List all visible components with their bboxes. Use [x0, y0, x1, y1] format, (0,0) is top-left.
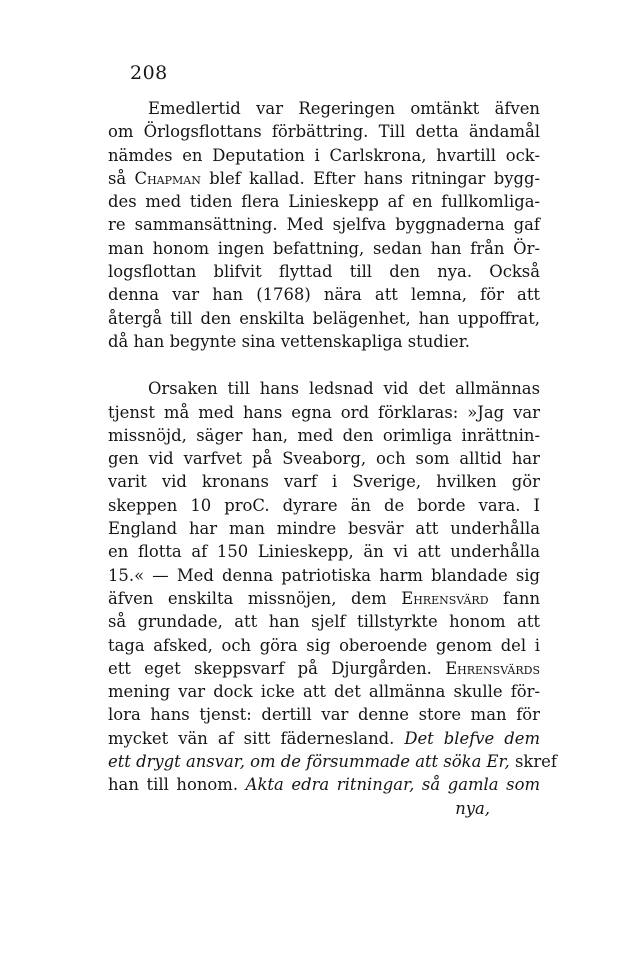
text-run: då han begynte sina vettenskapliga studier.	[108, 331, 470, 351]
text-line	[108, 680, 540, 703]
text-line	[108, 283, 540, 306]
text-line	[108, 167, 540, 190]
text-run: nämdes en Deputation i Carlskrona, hvartill ock-	[108, 145, 540, 165]
text-run: lora hans tjenst: dertill var denne store man för	[108, 705, 540, 725]
text-line	[108, 540, 540, 563]
text-run: denna var han (1768) nära att lemna, för att	[108, 285, 540, 305]
body-text	[108, 97, 557, 820]
text-run: skref	[509, 752, 557, 772]
text-run: taga afsked, och göra sig oberoende genom del i	[108, 635, 540, 655]
paragraph-gap	[108, 353, 540, 377]
text-run: han till honom.	[108, 775, 246, 795]
paragraph-2	[108, 377, 557, 820]
text-line	[108, 424, 540, 447]
text-line	[108, 120, 540, 143]
text-run: skeppen 10 proC. dyrare än de borde vara. I	[108, 495, 540, 515]
text-run: Emedlertid var Regeringen omtänkt äfven	[148, 99, 540, 118]
text-line	[108, 144, 540, 167]
text-run: mening var dock icke att det allmänna skulle för-	[108, 682, 540, 702]
italic-run	[404, 729, 540, 748]
small-caps-name: Chapman	[134, 168, 201, 188]
text-run: logsflottan blifvit flyttad till den nya. Också	[108, 262, 540, 282]
italic-quote: ett drygt ansvar, om de försummade att söka Er,	[108, 752, 510, 772]
text-run: Orsaken till hans ledsnad vid det allmännas	[148, 379, 540, 399]
text-line	[108, 377, 540, 400]
text-line	[108, 330, 540, 353]
small-caps-name: Ehrensvärd	[401, 588, 489, 608]
text-run: des med tiden flera Linieskepp af en fullkomliga-	[108, 192, 540, 212]
text-line	[108, 307, 540, 330]
text-run: om Örlogsflottans förbättring. Till detta ändamål	[108, 122, 540, 142]
text-line	[108, 564, 540, 587]
text-line	[108, 260, 540, 283]
italic-quote: Akta edra ritningar, så gamla som	[245, 775, 540, 795]
text-run: 15.« — Med denna patriotiska harm blandade sig	[108, 565, 540, 585]
text-run: tjenst må med hans egna ord förklaras: »Jag var	[108, 402, 540, 422]
text-line	[108, 190, 540, 213]
text-line	[108, 237, 540, 260]
italic-quote: nya,	[455, 798, 490, 818]
text-line	[108, 213, 540, 236]
text-line	[108, 727, 540, 750]
text-line	[108, 797, 540, 820]
text-run: missnöjd, säger han, med den orimliga inrättnin-	[108, 425, 540, 445]
text-run: England har man mindre besvär att underhålla	[108, 519, 540, 539]
text-run: en flotta af 150 Linieskepp, än vi att underhålla	[108, 542, 540, 562]
text-run: ett eget skeppsvarf på Djurgården.	[108, 658, 446, 678]
small-caps-name: Ehrensvärds	[445, 658, 540, 678]
text-line	[108, 703, 540, 726]
text-line	[108, 494, 540, 517]
text-run: re sammansättning. Med sjelfva byggnaderna gaf	[108, 215, 540, 235]
page-number: 208	[130, 62, 168, 84]
text-line	[108, 97, 540, 120]
text-line	[108, 401, 540, 424]
text-run: varit vid kronans varf i Sverige, hvilken gör	[108, 472, 540, 492]
text-run: blef kallad. Efter hans ritningar bygg-	[200, 168, 540, 188]
text-run: mycket vän af sitt fädernesland.	[108, 728, 405, 748]
text-run: så	[108, 168, 135, 188]
text-line	[108, 587, 540, 610]
paragraph-1	[108, 97, 540, 353]
italic-quote: Det blefve dem	[404, 728, 540, 748]
italic-run	[108, 752, 510, 771]
text-run: man honom ingen befattning, sedan han från Ör-	[108, 238, 540, 258]
text-line	[108, 517, 540, 540]
text-line	[108, 470, 540, 493]
text-line	[108, 610, 540, 633]
text-run: äfven enskilta missnöjen, dem	[108, 588, 402, 608]
text-line	[108, 634, 540, 657]
text-run: så grundade, att han sjelf tillstyrkte honom att	[108, 612, 540, 632]
text-run: gen vid varfvet på Sveaborg, och som alltid har	[108, 449, 540, 469]
text-line	[108, 657, 540, 680]
italic-run	[455, 799, 490, 818]
text-line	[108, 447, 540, 470]
text-run: fann	[488, 588, 540, 608]
italic-run	[246, 775, 540, 794]
text-run: återgå till den enskilta belägenhet, han uppoffrat,	[108, 308, 540, 328]
text-line	[108, 750, 557, 773]
text-line	[108, 773, 540, 796]
